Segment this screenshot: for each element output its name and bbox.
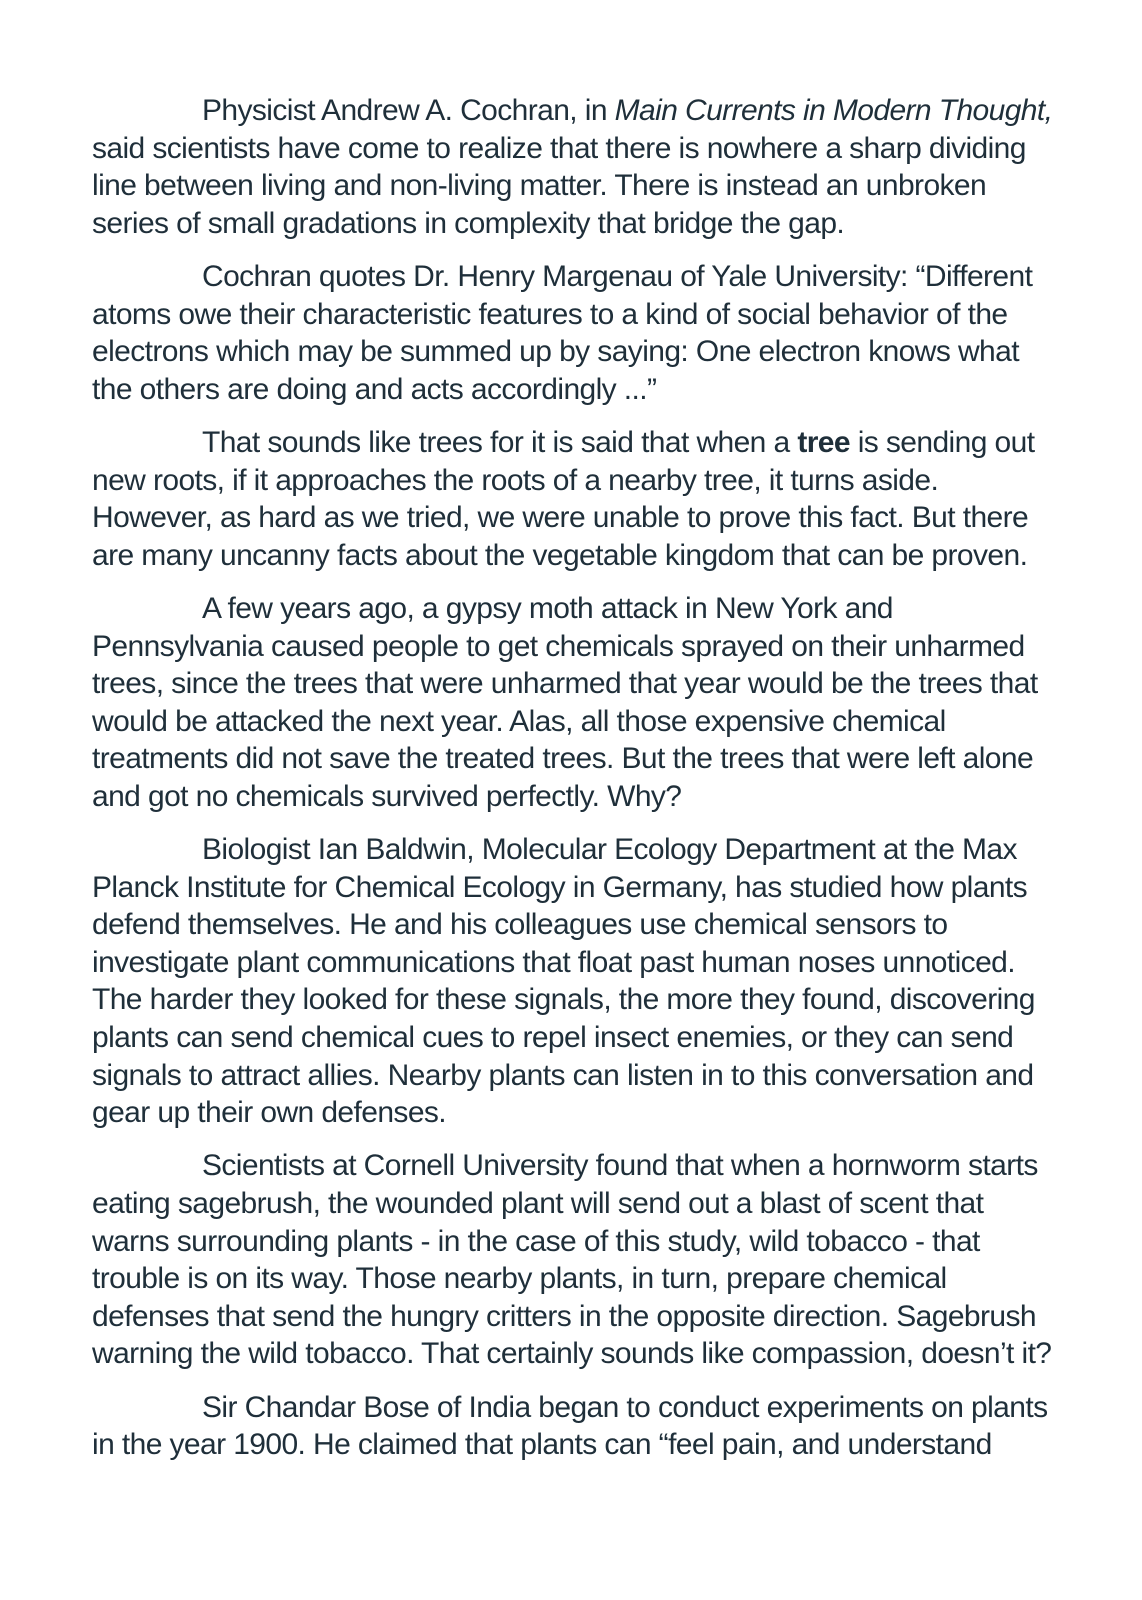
paragraph-chandar-bose: Sir Chandar Bose of India began to conduct experiments on plants in the year 1900. He claimed that plants can “feel pain, and understand [92, 1390, 1048, 1462]
paragraph-text-start: Physicist Andrew A. Cochran, in [202, 94, 615, 127]
paragraph-text-end: said scientists have come to realize that there is nowhere a sharp dividing line between living and non-living matter. There is instead an unbroken series of small gradations in complexity that bridge the gap. [92, 131, 1026, 240]
book-title: Main Currents in Modern Thought, [614, 94, 1053, 127]
paragraph-text-start: That sounds like trees for it is said that when a [202, 425, 798, 459]
paragraph-ian-baldwin: Biologist Ian Baldwin, Molecular Ecology Department at the Max Planck Institute for Chemical Ecology in Germany, has studied how plants defend themselves. He and his colleagues use chemical sensors to investigate plant communications that float past human noses unnoticed. The harder they looked for these signals, the more they found, discovering plants can send chemical cues to repel insect enemies, or they can send signals to attract allies. Nearby plants can listen in to this conversation and gear up their own defenses. [92, 833, 1035, 1130]
paragraph-cornell-sagebrush: Scientists at Cornell University found that when a hornworm starts eating sagebrush, the wounded plant will send out a blast of scent that warns surrounding plants - in the case of this study, wild tobacco - that trouble is on its way. Those nearby plants, in turn, prepare chemical defenses that send the hungry critters in the opposite direction. Sagebrush warning the wild tobacco. That certainly sounds like compassion, doesn’t it? [92, 1149, 1052, 1371]
document-page [92, 92, 1058, 1479]
paragraph-text-end: is sending out new roots, if it approaches the roots of a nearby tree, it turns aside. However, as hard as we tried, we were unable to prove this fact. But there are many uncanny facts about the vegetable kingdom that can be proven. [92, 425, 1035, 572]
paragraph-margenau-quote: Cochran quotes Dr. Henry Margenau of Yale University: “Different atoms owe their characteristic features to a kind of social behavior of the electrons which may be summed up by saying: One electron knows what the others are doing and acts accordingly ...” [92, 259, 1033, 406]
paragraph-cochran [92, 92, 1058, 242]
paragraph-gypsy-moth: A few years ago, a gypsy moth attack in New York and Pennsylvania caused people to get chemicals sprayed on their unharmed trees, since the trees that were unharmed that year would be the trees that would be attacked the next year. Alas, all those expensive chemical treatments did not save the treated trees. But the trees that were left alone and got no chemicals survived perfectly. Why? [92, 591, 1038, 813]
emphasized-word: tree [797, 425, 850, 459]
paragraph-tree-roots [92, 424, 1058, 574]
